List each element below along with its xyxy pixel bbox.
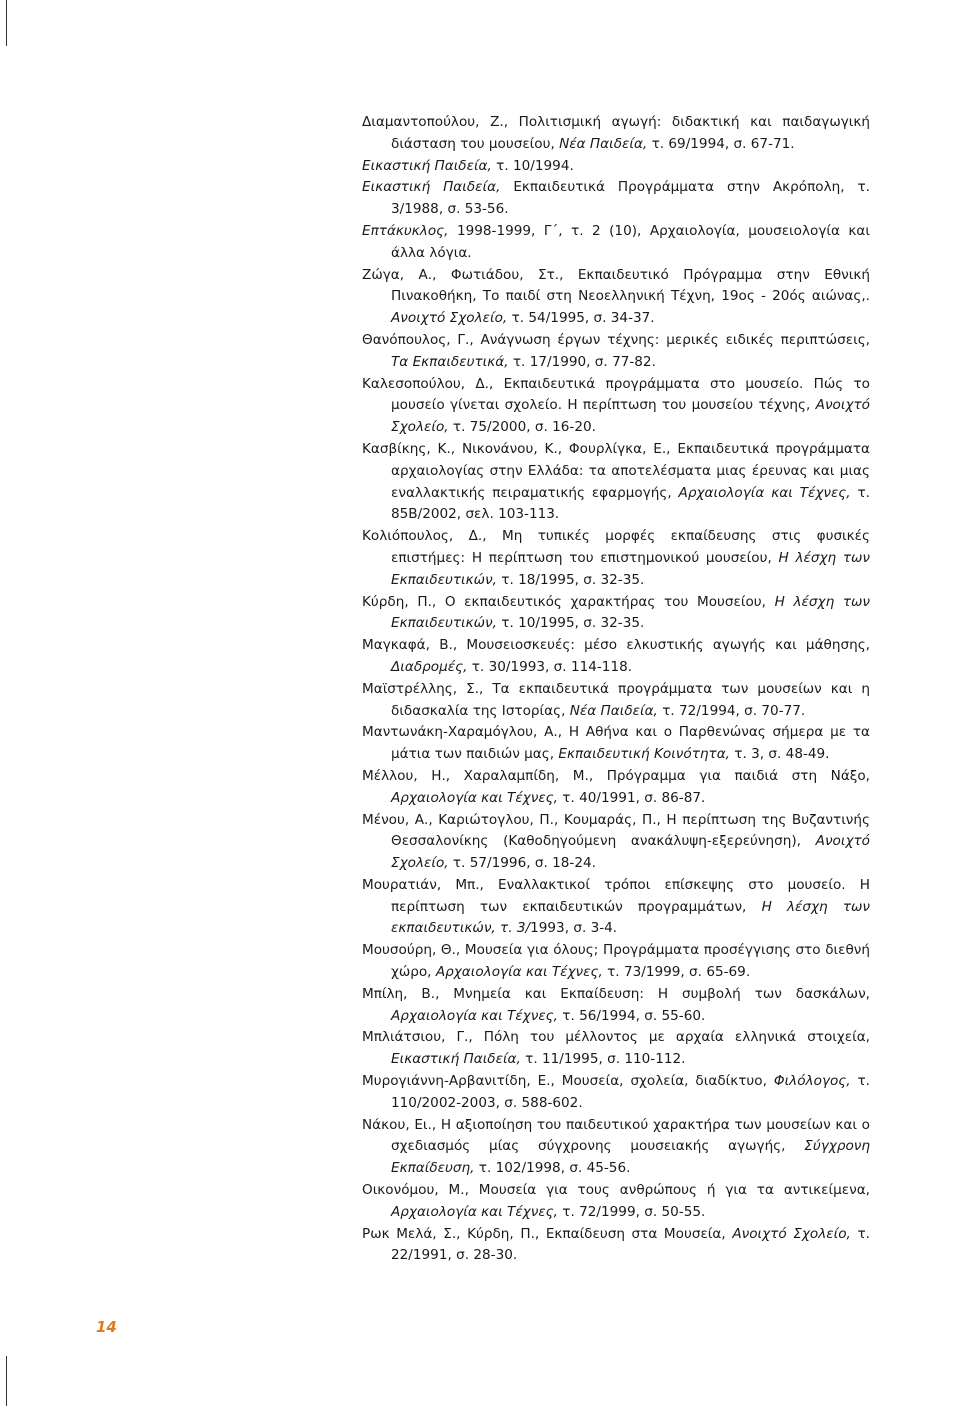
entry-text: Διαμαντοπούλου, Ζ., Πολιτισμική αγωγή: διδακτική και παιδαγωγική διάσταση του μουσείου,	[362, 114, 870, 152]
entry-text: Μαντωνάκη-Χαραμόγλου, Α., Η Αθήνα και ο Παρθενώνας σήμερα με τα μάτια των παιδιών μας,	[362, 724, 870, 763]
entry-text: 1993, σ. 3-4.	[530, 920, 618, 937]
entry-text: τ. 3, σ. 48-49.	[729, 746, 830, 763]
bibliography-entry	[362, 1115, 870, 1180]
entry-text: τ. 40/1991, σ. 86-87.	[557, 789, 706, 806]
entry-text: τ. 72/1994, σ. 70-77.	[657, 702, 806, 719]
entry-text: τ. 30/1993, σ. 114-118.	[467, 658, 633, 675]
entry-text: τ. 18/1995, σ. 32-35.	[496, 571, 645, 588]
entry-text: Εκπαιδευτικά Προγράμματα στην Ακρόπολη, τ. 3/1988, σ. 53-56.	[391, 179, 870, 218]
publication-title: Η λέσχη των Εκπαιδευτικών,	[391, 593, 870, 632]
entry-text: τ. 56/1994, σ. 55-60.	[557, 1007, 706, 1024]
crop-mark-bottom	[6, 1356, 7, 1406]
bibliography-entry	[362, 875, 870, 940]
bibliography-entry	[362, 1027, 870, 1071]
page-number: 14	[96, 1318, 117, 1336]
publication-title: Επτάκυκλος,	[362, 222, 449, 239]
bibliography-entry	[362, 722, 870, 766]
bibliography-entry	[362, 112, 870, 156]
entry-text: τ. 75/2000, σ. 16-20.	[448, 419, 596, 436]
publication-title: Σύγχρονη Εκπαίδευση,	[391, 1138, 870, 1177]
entry-text: Μέλλου, Η., Χαραλαμπίδη, Μ., Πρόγραμμα για παιδιά στη Νάξο,	[362, 767, 870, 784]
publication-title: Τα Εκπαιδευτικά,	[391, 353, 509, 370]
publication-title: Ανοιχτό Σχολείο,	[391, 310, 508, 327]
entry-text: τ. 110/2002-2003, σ. 588-602.	[391, 1073, 871, 1111]
publication-title: Νέα Παιδεία,	[569, 702, 658, 719]
entry-text: Μένου, Α., Καριώτογλου, Π., Κουμαράς, Π., Η περίπτωση της Βυζαντινής Θεσσαλονίκης (Καθοδηγούμενη ανακάλυψη-εξερεύνηση),	[362, 811, 870, 850]
bibliography-entry	[362, 439, 870, 526]
bibliography-entry	[362, 156, 870, 178]
entry-text: Ρωκ Μελά, Σ., Κύρδη, Π., Εκπαίδευση στα Μουσεία,	[362, 1225, 733, 1242]
publication-title: Διαδρομές,	[391, 658, 468, 675]
publication-title: Αρχαιολογία και Τέχνες,	[435, 964, 603, 981]
entry-text: Μυρογιάννη-Αρβανιτίδη, Ε., Μουσεία, σχολεία, διαδίκτυο,	[362, 1073, 774, 1090]
entry-text: τ. 102/1998, σ. 45-56.	[474, 1160, 631, 1177]
entry-text: τ. 10/1995, σ. 32-35.	[496, 615, 645, 632]
entry-text: Θανόπουλος, Γ., Ανάγνωση έργων τέχνης: μερικές ειδικές περιπτώσεις,	[362, 331, 870, 348]
bibliography-entry	[362, 635, 870, 679]
bibliography-entry	[362, 1224, 870, 1268]
entry-text: τ. 69/1994, σ. 67-71.	[647, 135, 795, 152]
bibliography-entry	[362, 984, 870, 1028]
entry-text: τ. 11/1995, σ. 110-112.	[520, 1051, 686, 1068]
entry-text: Νάκου, Ει., Η αξιοποίηση του παιδευτικού χαρακτήρα των μουσείων και ο σχεδιασμός μίας σύγχρονης μουσειακής αγωγής,	[362, 1116, 870, 1155]
publication-title: Αρχαιολογία και Τέχνες,	[391, 789, 558, 806]
entry-text: Οικονόμου, Μ., Μουσεία για τους ανθρώπους ή για τα αντικείμενα,	[362, 1182, 870, 1199]
entry-text: Καλεσοπούλου, Δ., Εκπαιδευτικά προγράμματα στο μουσείο. Πώς το μουσείο γίνεται σχολείο. Η περίπτωση του μουσείου τέχνης,	[362, 375, 870, 414]
entry-text: Μαϊστρέλλης, Σ., Τα εκπαιδευτικά προγράμματα των μουσείων και η διδασκαλία της Ιστορίας,	[362, 680, 870, 719]
publication-title: Η λέσχη των Εκπαιδευτικών,	[391, 549, 870, 588]
entry-text: τ. 17/1990, σ. 77-82.	[508, 353, 656, 370]
entry-text: Ζώγα, Α., Φωτιάδου, Στ., Εκπαιδευτικό Πρόγραμμα στην Εθνική Πινακοθήκη, Το παιδί στη Νεοελληνική Τέχνη, 19ος - 20ός αιώνας,.	[362, 266, 870, 305]
publication-title: Εκπαιδευτική Κοινότητα,	[558, 746, 730, 763]
entry-text: Μπλιάτσιου, Γ., Πόλη του μέλλοντος με αρχαία ελληνικά στοιχεία,	[362, 1029, 870, 1046]
entry-text: Κύρδη, Π., Ο εκπαιδευτικός χαρακτήρας του Μουσείου,	[362, 593, 775, 610]
bibliography-entry	[362, 766, 870, 810]
publication-title: Ανοιχτό Σχολείο,	[391, 833, 870, 872]
publication-title: Εικαστική Παιδεία,	[391, 1051, 521, 1068]
bibliography-entry	[362, 1071, 870, 1115]
publication-title: Αρχαιολογία και Τέχνες,	[391, 1007, 558, 1024]
entry-text: τ. 22/1991, σ. 28-30.	[391, 1225, 870, 1264]
entry-text: Μαγκαφά, Β., Μουσειοσκευές: μέσο ελκυστικής αγωγής και μάθησης,	[362, 637, 870, 654]
entry-text: τ. 72/1999, σ. 50-55.	[557, 1203, 706, 1220]
entry-text: τ. 57/1996, σ. 18-24.	[448, 855, 596, 872]
entry-text: τ. 73/1999, σ. 65-69.	[602, 964, 751, 981]
bibliography-list	[362, 112, 870, 1267]
entry-text: Κασβίκης, Κ., Νικονάνου, Κ., Φουρλίγκα, Ε., Εκπαιδευτικά προγράμματα αρχαιολογίας στην Ελλάδα: τα αποτελέσματα μιας έρευνας και μιας εναλλακτικής πειραματικής εφαρμογής,	[362, 440, 870, 501]
publication-title: Εικαστική Παιδεία,	[362, 157, 492, 174]
publication-title: Εικαστική Παιδεία,	[362, 179, 501, 196]
bibliography-entry	[362, 221, 870, 265]
bibliography-entry	[362, 177, 870, 221]
entry-text: Κολιόπουλος, Δ., Μη τυπικές μορφές εκπαίδευσης στις φυσικές επιστήμες: Η περίπτωση του επιστημονικού μουσείου,	[362, 528, 870, 566]
publication-title: Ανοιχτό Σχολείο,	[391, 397, 870, 436]
publication-title: Νέα Παιδεία,	[559, 135, 648, 152]
bibliography-entry	[362, 330, 870, 374]
entry-text: τ. 85Β/2002, σελ. 103-113.	[391, 484, 870, 523]
bibliography-entry	[362, 810, 870, 875]
bibliography-entry	[362, 526, 870, 591]
crop-mark-top	[6, 0, 7, 46]
bibliography-entry	[362, 1180, 870, 1224]
bibliography-entry	[362, 265, 870, 330]
entry-text: Μουρατιάν, Μπ., Εναλλακτικοί τρόποι επίσκεψης στο μουσείο. Η περίπτωση των εκπαιδευτικών προγραμμάτων,	[362, 876, 870, 915]
entry-text: τ. 10/1994.	[491, 157, 574, 174]
publication-title: Η λέσχη των εκπαιδευτικών, τ. 3/	[391, 898, 870, 937]
publication-title: Ανοιχτό Σχολείο,	[732, 1225, 851, 1242]
entry-text: τ. 54/1995, σ. 34-37.	[507, 310, 655, 327]
entry-text: 1998-1999, Γ΄, τ. 2 (10), Αρχαιολογία, μουσειολογία και άλλα λόγια.	[391, 222, 870, 261]
bibliography-entry	[362, 940, 870, 984]
entry-text: Μουσούρη, Θ., Μουσεία για όλους; Προγράμματα προσέγγισης στο διεθνή χώρο,	[362, 942, 870, 981]
entry-text: Μπίλη, Β., Μνημεία και Εκπαίδευση: Η συμβολή των δασκάλων,	[362, 985, 870, 1002]
publication-title: Αρχαιολογία και Τέχνες,	[391, 1203, 558, 1220]
publication-title: Φιλόλογος,	[773, 1073, 851, 1090]
bibliography-entry	[362, 374, 870, 439]
publication-title: Αρχαιολογία και Τέχνες,	[678, 484, 851, 501]
bibliography-entry	[362, 592, 870, 636]
bibliography-entry	[362, 679, 870, 723]
